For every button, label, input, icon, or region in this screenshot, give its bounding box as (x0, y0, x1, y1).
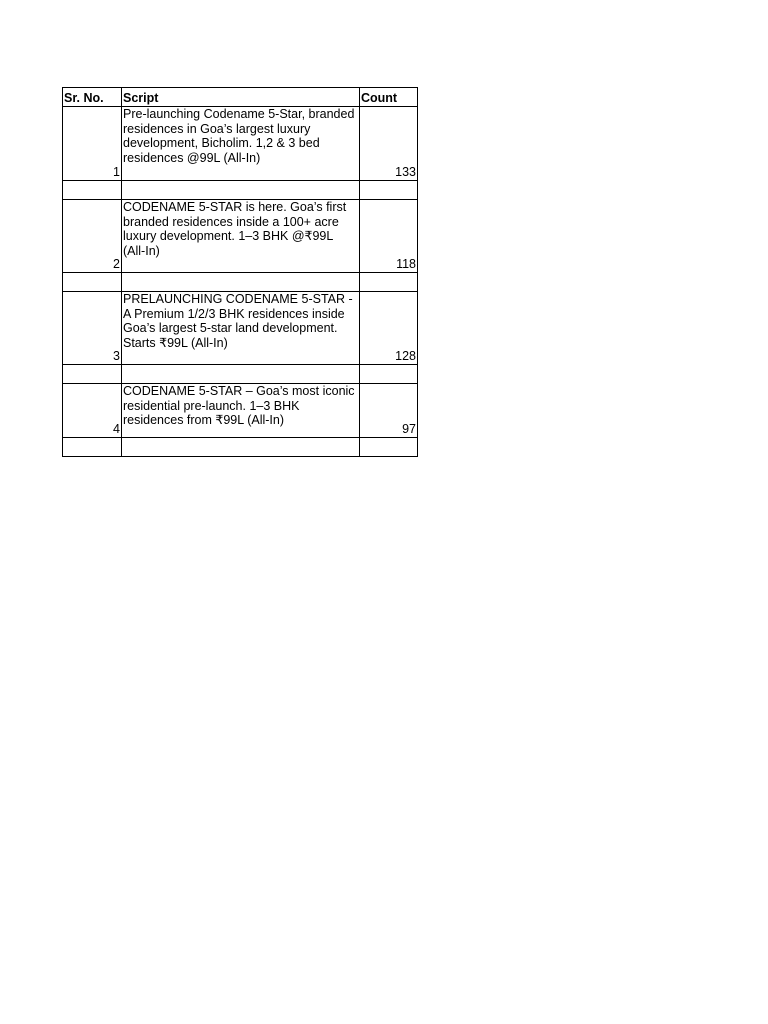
cell-count[interactable]: 128 (360, 292, 418, 365)
empty-cell[interactable] (63, 365, 122, 384)
blank-row (63, 273, 418, 292)
empty-cell[interactable] (360, 365, 418, 384)
table-row (63, 107, 418, 181)
empty-cell[interactable] (63, 438, 122, 457)
empty-cell[interactable] (360, 181, 418, 200)
cell-script[interactable]: CODENAME 5-STAR is here. Goa’s first branded residences inside a 100+ acre luxury development. 1–3 BHK @₹99L (All-In) (122, 200, 360, 273)
spreadsheet-table (62, 87, 418, 457)
cell-script[interactable]: Pre-launching Codename 5-Star, branded residences in Goa’s largest luxury development, Bicholim. 1,2 & 3 bed residences @99L (All-In) (122, 107, 360, 181)
empty-cell[interactable] (63, 181, 122, 200)
blank-row (63, 438, 418, 457)
empty-cell[interactable] (122, 365, 360, 384)
cell-count[interactable]: 97 (360, 384, 418, 438)
cell-sr-no[interactable]: 2 (63, 200, 122, 273)
cell-count[interactable]: 118 (360, 200, 418, 273)
header-row (63, 88, 418, 107)
empty-cell[interactable] (360, 273, 418, 292)
empty-cell[interactable] (360, 438, 418, 457)
header-count[interactable]: Count (360, 88, 418, 107)
empty-cell[interactable] (122, 438, 360, 457)
cell-sr-no[interactable]: 4 (63, 384, 122, 438)
cell-sr-no[interactable]: 1 (63, 107, 122, 181)
blank-row (63, 181, 418, 200)
empty-cell[interactable] (122, 181, 360, 200)
cell-sr-no[interactable]: 3 (63, 292, 122, 365)
cell-script[interactable]: PRELAUNCHING CODENAME 5-STAR - A Premium 1/2/3 BHK residences inside Goa’s largest 5-star land development. Starts ₹99L (All-In) (122, 292, 360, 365)
header-script[interactable]: Script (122, 88, 360, 107)
empty-cell[interactable] (122, 273, 360, 292)
blank-row (63, 365, 418, 384)
header-sr-no[interactable]: Sr. No. (63, 88, 122, 107)
table-row (63, 200, 418, 273)
table-row (63, 384, 418, 438)
table-row (63, 292, 418, 365)
empty-cell[interactable] (63, 273, 122, 292)
cell-script[interactable]: CODENAME 5-STAR – Goa’s most iconic residential pre-launch. 1–3 BHK residences from ₹99L (All-In) (122, 384, 360, 438)
cell-count[interactable]: 133 (360, 107, 418, 181)
